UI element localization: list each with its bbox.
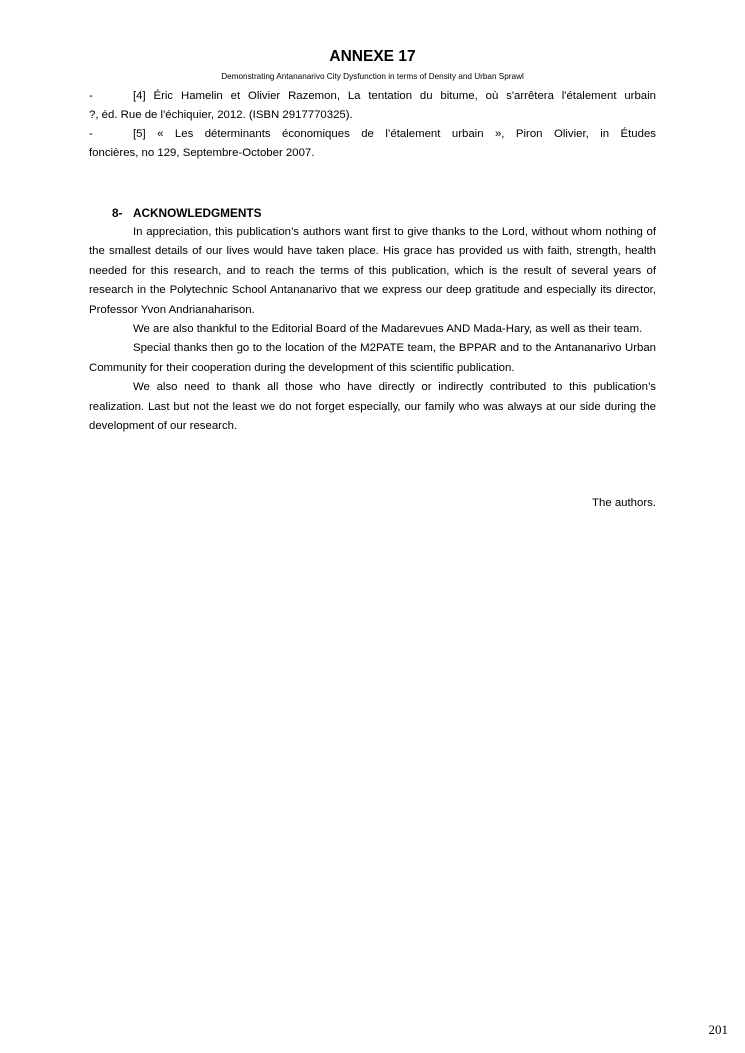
reference-item xyxy=(89,87,656,125)
page-number: 201 xyxy=(708,1022,728,1037)
reference-text-first-line: [4] Éric Hamelin et Olivier Razemon, La tentation du bitume, où s'arrêtera l'étalement urbain xyxy=(133,90,656,102)
reference-bullet: - xyxy=(89,128,93,140)
section-heading xyxy=(112,204,261,223)
acknowledgments-body xyxy=(89,223,656,436)
page-title: ANNEXE 17 xyxy=(329,48,416,65)
section-title: ACKNOWLEDGMENTS xyxy=(133,206,262,220)
reference-bullet: - xyxy=(89,90,93,102)
signature: The authors. xyxy=(592,497,656,509)
section-number: 8- xyxy=(112,206,123,220)
reference-text-continuation: ?, éd. Rue de l'échiquier, 2012. (ISBN 2917770325). xyxy=(89,109,353,121)
acknowledgment-paragraph: Special thanks then go to the location of the M2PATE team, the BPPAR and to the Antananarivo Urban Community for their cooperation during the development of this scientific publication. xyxy=(89,342,656,374)
reference-list xyxy=(89,87,656,163)
acknowledgment-paragraph: In appreciation, this publication’s authors want first to give thanks to the Lord, without whom nothing of the smallest details of our lives would have taken place. His grace has provided us with faith, strength, health needed for this research, and to reach the terms of this publication, which is the result of several years of research in the Polytechnic School Antananarivo that we express our deep gratitude and especially its director, Professor Yvon Andrianaharison. xyxy=(89,226,656,316)
reference-item xyxy=(89,125,656,163)
acknowledgment-paragraph: We also need to thank all those who have directly or indirectly contributed to this publication’s realization. Last but not the least we do not forget especially, our family who was always at our side during the development of our research. xyxy=(89,381,656,433)
acknowledgment-paragraph: We are also thankful to the Editorial Board of the Madarevues AND Mada-Hary, as well as their team. xyxy=(133,323,643,336)
reference-text-continuation: foncières, no 129, Septembre-October 2007. xyxy=(89,147,315,159)
reference-text-first-line: [5] « Les déterminants économiques de l’étalement urbain », Piron Olivier, in Études xyxy=(133,128,656,140)
page-subtitle: Demonstrating Antananarivo City Dysfunction in terms of Density and Urban Sprawl xyxy=(221,72,524,81)
